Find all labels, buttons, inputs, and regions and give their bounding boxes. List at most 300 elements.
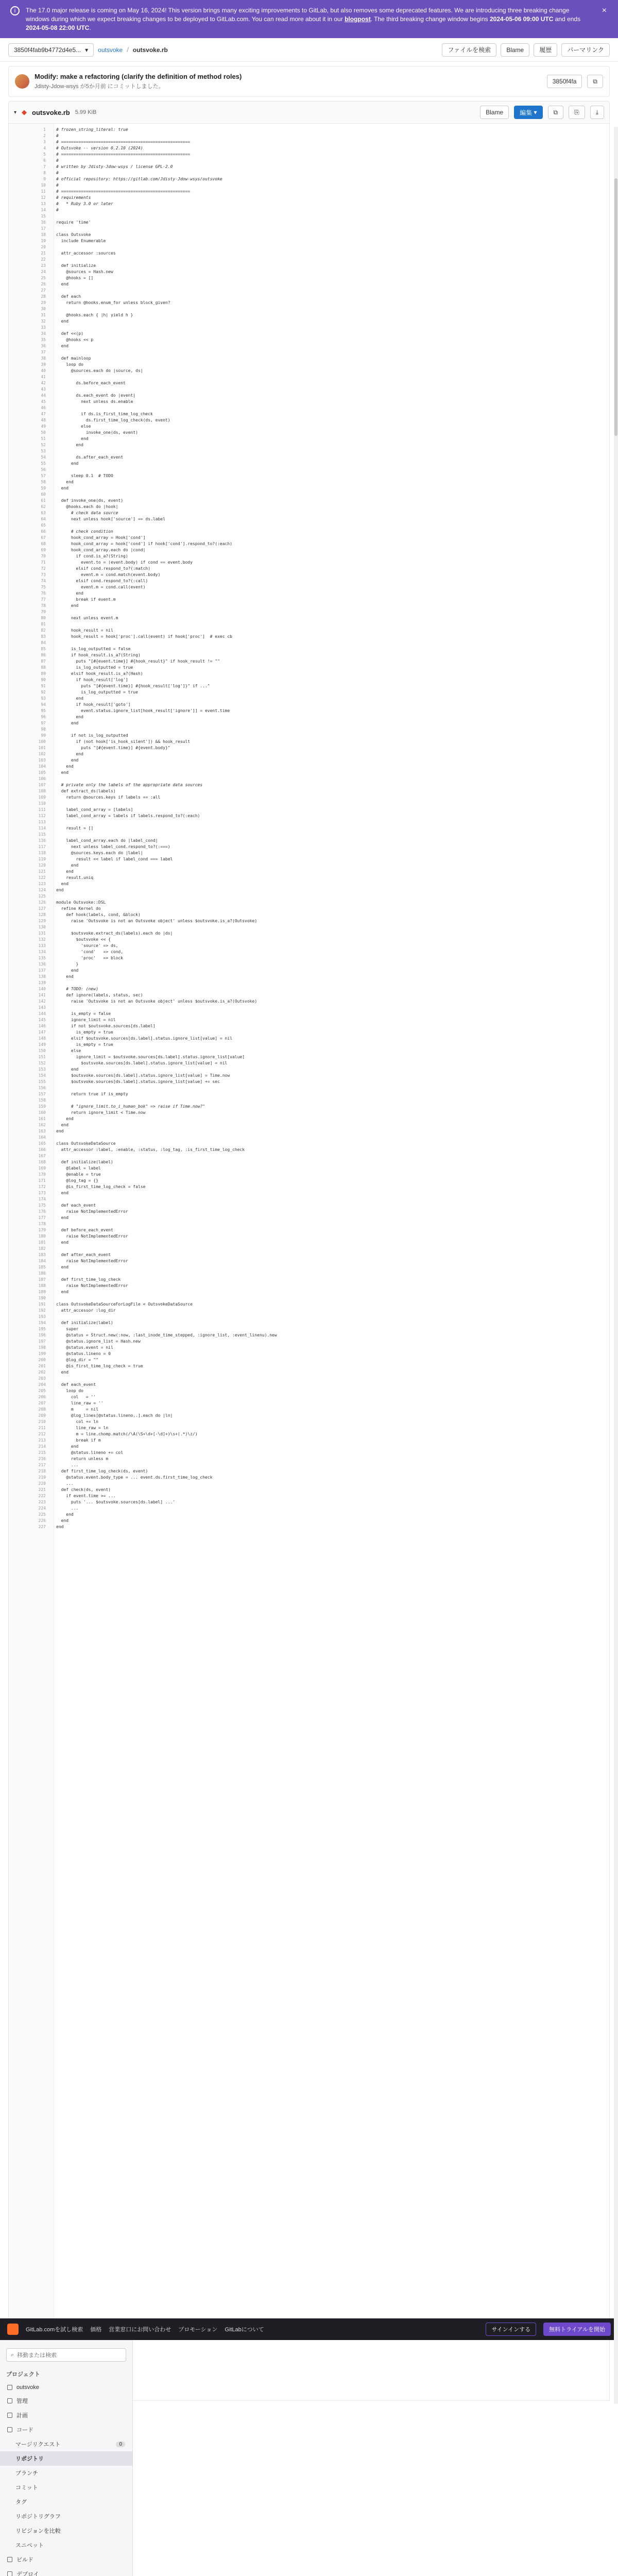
sign-in-button[interactable]: サインインする <box>486 2323 536 2336</box>
sidebar-item-manage[interactable] <box>0 2394 132 2408</box>
line-number[interactable]: 5 <box>43 152 46 157</box>
line-number[interactable]: 33 <box>41 325 46 330</box>
line-number[interactable]: 129 <box>38 919 46 923</box>
line-number[interactable]: 43 <box>41 387 46 392</box>
line-number[interactable]: 7 <box>43 164 46 169</box>
copy-contents-icon[interactable]: ⧉ <box>548 106 564 119</box>
line-number[interactable]: 140 <box>38 987 46 991</box>
line-number[interactable]: 152 <box>38 1061 46 1065</box>
code-line <box>9 887 609 893</box>
line-number[interactable]: 200 <box>38 1358 46 1362</box>
line-number[interactable]: 176 <box>38 1209 46 1214</box>
line-text: # <box>56 208 59 212</box>
line-number[interactable]: 74 <box>41 579 46 583</box>
line-number[interactable]: 60 <box>41 492 46 497</box>
line-number[interactable]: 125 <box>38 894 46 899</box>
line-number[interactable]: 156 <box>38 1086 46 1090</box>
banner-blog-link[interactable]: blogpost <box>345 15 371 23</box>
line-number[interactable]: 95 <box>41 708 46 713</box>
line-number[interactable]: 65 <box>41 523 46 528</box>
line-number[interactable]: 57 <box>41 473 46 478</box>
line-number[interactable]: 79 <box>41 609 46 614</box>
nav-link-contact[interactable]: 営業窓口にお問い合わせ <box>109 2327 171 2333</box>
code-line <box>9 461 609 467</box>
line-number[interactable]: 98 <box>41 727 46 732</box>
line-number[interactable]: 102 <box>38 752 46 756</box>
line-number[interactable]: 113 <box>38 820 46 824</box>
line-number[interactable]: 171 <box>38 1178 46 1183</box>
line-number[interactable]: 18 <box>41 232 46 237</box>
sidebar-subitem-compare[interactable] <box>0 2523 132 2538</box>
line-text: next unless label_cond.respond_to?(:===) <box>56 844 170 849</box>
line-number[interactable]: 120 <box>38 863 46 868</box>
line-number[interactable]: 12 <box>41 195 46 200</box>
line-number[interactable]: 144 <box>38 1011 46 1016</box>
line-number[interactable]: 132 <box>38 937 46 942</box>
line-number[interactable]: 24 <box>41 269 46 274</box>
line-number[interactable]: 223 <box>38 1500 46 1504</box>
line-number[interactable]: 50 <box>41 430 46 435</box>
line-number[interactable]: 101 <box>38 745 46 750</box>
nav-link-about[interactable]: GitLabについて <box>225 2327 264 2333</box>
line-number[interactable]: 134 <box>38 950 46 954</box>
code-line <box>9 794 609 801</box>
line-number[interactable]: 135 <box>38 956 46 960</box>
line-text <box>50 244 56 250</box>
line-number[interactable]: 96 <box>41 715 46 719</box>
line-number[interactable]: 40 <box>41 368 46 373</box>
line-number[interactable]: 77 <box>41 597 46 602</box>
line-number[interactable]: 69 <box>41 548 46 552</box>
line-number[interactable]: 66 <box>41 529 46 534</box>
line-number[interactable]: 16 <box>41 220 46 225</box>
line-number[interactable]: 199 <box>38 1351 46 1356</box>
line-number[interactable]: 106 <box>38 776 46 781</box>
line-number[interactable]: 159 <box>38 1104 46 1109</box>
line-number[interactable]: 86 <box>41 653 46 657</box>
sidebar-item-label: コード <box>16 2427 33 2433</box>
line-number[interactable]: 158 <box>38 1098 46 1103</box>
line-number[interactable]: 191 <box>38 1302 46 1307</box>
line-number[interactable]: 54 <box>41 455 46 460</box>
line-number[interactable]: 107 <box>38 783 46 787</box>
line-number[interactable]: 210 <box>38 1419 46 1424</box>
line-text: end <box>56 443 83 447</box>
permalink-button[interactable]: パーマリンク <box>561 43 610 57</box>
line-number[interactable]: 56 <box>41 467 46 472</box>
line-number[interactable]: 170 <box>38 1172 46 1177</box>
line-number[interactable]: 118 <box>38 851 46 855</box>
line-number[interactable]: 180 <box>38 1234 46 1239</box>
line-number[interactable]: 164 <box>38 1135 46 1140</box>
nav-link-promo[interactable]: プロモーション <box>178 2327 218 2333</box>
line-number[interactable]: 52 <box>41 443 46 447</box>
line-text: loop do <box>56 362 83 367</box>
line-number[interactable]: 181 <box>38 1240 46 1245</box>
line-number[interactable]: 37 <box>41 350 46 354</box>
line-number[interactable]: 3 <box>43 140 46 144</box>
line-number[interactable]: 182 <box>38 1246 46 1251</box>
line-number[interactable]: 143 <box>38 1005 46 1010</box>
line-number[interactable]: 76 <box>41 591 46 596</box>
line-number[interactable]: 215 <box>38 1450 46 1455</box>
code-line <box>9 232 609 238</box>
code-line <box>9 881 609 887</box>
sidebar-item-plan[interactable] <box>0 2408 132 2422</box>
line-number[interactable]: 195 <box>38 1327 46 1331</box>
line-number[interactable]: 64 <box>41 517 46 521</box>
line-number[interactable]: 155 <box>38 1079 46 1084</box>
line-number[interactable]: 51 <box>41 436 46 441</box>
gitlab-logo[interactable] <box>7 2324 19 2335</box>
line-text: def check(ds, event) <box>56 1487 111 1492</box>
line-number[interactable]: 130 <box>38 925 46 929</box>
line-number[interactable]: 175 <box>38 1203 46 1208</box>
line-number[interactable]: 141 <box>38 993 46 997</box>
line-number[interactable]: 187 <box>38 1277 46 1282</box>
line-number[interactable]: 150 <box>38 1048 46 1053</box>
line-number[interactable]: 131 <box>38 931 46 936</box>
open-raw-icon[interactable]: ⎘ <box>569 106 585 119</box>
line-number[interactable]: 169 <box>38 1166 46 1171</box>
line-number[interactable]: 146 <box>38 1024 46 1028</box>
line-number[interactable]: 28 <box>41 294 46 299</box>
line-number[interactable]: 222 <box>38 1494 46 1498</box>
line-number[interactable]: 139 <box>38 980 46 985</box>
line-number[interactable]: 149 <box>38 1042 46 1047</box>
line-number[interactable]: 93 <box>41 696 46 701</box>
line-number[interactable]: 188 <box>38 1283 46 1288</box>
sidebar-item-code[interactable] <box>0 2422 132 2437</box>
commit-title[interactable]: Modify: make a refactoring (clarify the definition of method roles) <box>35 73 242 80</box>
line-number[interactable]: 178 <box>38 1222 46 1226</box>
line-number[interactable]: 160 <box>38 1110 46 1115</box>
line-number[interactable]: 211 <box>38 1426 46 1430</box>
line-number[interactable]: 23 <box>41 263 46 268</box>
line-number[interactable]: 14 <box>41 208 46 212</box>
line-number[interactable]: 87 <box>41 659 46 664</box>
line-number[interactable]: 35 <box>41 337 46 342</box>
line-number[interactable]: 67 <box>41 535 46 540</box>
line-number[interactable]: 119 <box>38 857 46 861</box>
history-button[interactable]: 履歴 <box>534 43 557 57</box>
line-number[interactable]: 226 <box>38 1518 46 1523</box>
code-line <box>9 900 609 906</box>
line-number[interactable]: 174 <box>38 1197 46 1201</box>
line-number[interactable]: 147 <box>38 1030 46 1035</box>
nav-title[interactable]: GitLab.comを試し検索 <box>26 2327 83 2333</box>
chevron-down-icon[interactable]: ▾ <box>14 109 17 115</box>
line-number[interactable]: 48 <box>41 418 46 422</box>
line-number[interactable]: 71 <box>41 560 46 565</box>
line-number[interactable]: 11 <box>41 189 46 194</box>
line-number[interactable]: 83 <box>41 634 46 639</box>
line-number[interactable]: 202 <box>38 1370 46 1375</box>
line-number[interactable]: 22 <box>41 257 46 262</box>
line-number[interactable]: 161 <box>38 1116 46 1121</box>
line-number[interactable]: 2 <box>43 133 46 138</box>
line-number[interactable]: 114 <box>38 826 46 831</box>
free-trial-button[interactable]: 無料トライアルを開始 <box>543 2323 611 2336</box>
line-number[interactable]: 68 <box>41 541 46 546</box>
line-number[interactable]: 137 <box>38 968 46 973</box>
line-number[interactable]: 41 <box>41 375 46 379</box>
branch-selector[interactable] <box>8 43 94 57</box>
code-line <box>9 374 609 380</box>
line-number[interactable]: 124 <box>38 888 46 892</box>
sidebar-item-build[interactable] <box>0 2552 132 2567</box>
scrollbar[interactable] <box>614 127 618 2404</box>
line-number[interactable]: 138 <box>38 974 46 979</box>
line-number[interactable]: 88 <box>41 665 46 670</box>
line-number[interactable]: 20 <box>41 245 46 249</box>
line-number[interactable]: 46 <box>41 405 46 410</box>
line-number[interactable]: 220 <box>38 1481 46 1486</box>
line-number[interactable]: 29 <box>41 300 46 305</box>
line-number[interactable]: 26 <box>41 282 46 286</box>
line-number[interactable]: 13 <box>41 201 46 206</box>
line-number[interactable]: 133 <box>38 943 46 948</box>
line-number[interactable]: 205 <box>38 1388 46 1393</box>
line-number[interactable]: 136 <box>38 962 46 967</box>
line-number[interactable]: 89 <box>41 671 46 676</box>
scrollbar-thumb[interactable] <box>614 178 617 436</box>
line-number[interactable]: 27 <box>41 288 46 293</box>
line-number[interactable]: 117 <box>38 844 46 849</box>
line-number[interactable]: 184 <box>38 1259 46 1263</box>
line-number[interactable]: 145 <box>38 1018 46 1022</box>
line-number[interactable]: 194 <box>38 1320 46 1325</box>
line-number[interactable]: 109 <box>38 795 46 800</box>
line-number[interactable]: 224 <box>38 1506 46 1511</box>
sidebar-subitem-snippets[interactable] <box>0 2538 132 2552</box>
line-number[interactable]: 166 <box>38 1147 46 1152</box>
line-number[interactable]: 45 <box>41 399 46 404</box>
line-number[interactable]: 123 <box>38 882 46 886</box>
line-number[interactable]: 94 <box>41 702 46 707</box>
line-number[interactable]: 99 <box>41 733 46 738</box>
line-number[interactable]: 203 <box>38 1376 46 1381</box>
line-number[interactable]: 227 <box>38 1524 46 1529</box>
line-number[interactable]: 42 <box>41 381 46 385</box>
line-number[interactable]: 105 <box>38 770 46 775</box>
line-text: end <box>56 1265 69 1269</box>
line-number[interactable]: 36 <box>41 344 46 348</box>
line-number[interactable]: 103 <box>38 758 46 762</box>
line-number[interactable]: 112 <box>38 814 46 818</box>
line-number[interactable]: 62 <box>41 504 46 509</box>
line-number[interactable]: 186 <box>38 1271 46 1276</box>
line-number[interactable]: 39 <box>41 362 46 367</box>
line-text: $outsvoke.sources[ds.label].status.ignore_list[value] += sec <box>56 1079 220 1084</box>
code-line <box>9 1518 609 1524</box>
line-number[interactable]: 15 <box>41 214 46 218</box>
line-number[interactable]: 8 <box>43 171 46 175</box>
line-text: def initialize <box>56 263 96 268</box>
line-number[interactable]: 6 <box>43 158 46 163</box>
line-number[interactable]: 59 <box>41 486 46 490</box>
line-number[interactable]: 80 <box>41 616 46 620</box>
line-number[interactable]: 19 <box>41 239 46 243</box>
blame-button-2[interactable]: Blame <box>480 106 509 119</box>
line-text: result = [] <box>56 826 94 831</box>
line-number[interactable]: 192 <box>38 1308 46 1313</box>
line-number[interactable]: 204 <box>38 1382 46 1387</box>
line-number[interactable]: 104 <box>38 764 46 769</box>
line-number[interactable]: 32 <box>41 319 46 324</box>
line-number[interactable]: 92 <box>41 690 46 694</box>
line-number[interactable]: 9 <box>43 177 46 181</box>
line-number[interactable]: 168 <box>38 1160 46 1164</box>
line-number[interactable]: 31 <box>41 313 46 317</box>
line-number[interactable]: 193 <box>38 1314 46 1319</box>
line-text: ignore_limit = $outsvoke.sources[ds.label].status.ignore_list[value] <box>56 1055 245 1059</box>
line-number[interactable]: 217 <box>38 1463 46 1467</box>
line-number[interactable]: 70 <box>41 554 46 558</box>
close-icon[interactable]: × <box>602 6 607 15</box>
line-number[interactable]: 151 <box>38 1055 46 1059</box>
line-number[interactable]: 173 <box>38 1191 46 1195</box>
sidebar-item-deploy[interactable] <box>0 2567 132 2576</box>
line-number[interactable]: 196 <box>38 1333 46 1337</box>
line-number[interactable]: 116 <box>38 838 46 843</box>
code-line <box>9 257 609 263</box>
line-number[interactable]: 154 <box>38 1073 46 1078</box>
line-number[interactable]: 221 <box>38 1487 46 1492</box>
line-number[interactable]: 49 <box>41 424 46 429</box>
line-number[interactable]: 58 <box>41 480 46 484</box>
line-number[interactable]: 25 <box>41 276 46 280</box>
line-number[interactable]: 30 <box>41 307 46 311</box>
line-number[interactable]: 53 <box>41 449 46 453</box>
line-number[interactable]: 185 <box>38 1265 46 1269</box>
line-number[interactable]: 197 <box>38 1339 46 1344</box>
line-text: $outsvoke.extract_ds(labels).each do |ds| <box>56 931 173 936</box>
line-number[interactable]: 213 <box>38 1438 46 1443</box>
line-number[interactable]: 85 <box>41 647 46 651</box>
line-text: end <box>56 888 64 892</box>
line-number[interactable]: 55 <box>41 461 46 466</box>
line-number[interactable]: 97 <box>41 721 46 725</box>
line-text: refine Kernel do <box>56 906 101 911</box>
line-number[interactable]: 157 <box>38 1092 46 1096</box>
line-number[interactable]: 72 <box>41 566 46 571</box>
breadcrumb-project[interactable]: outsvoke <box>98 46 123 54</box>
line-number[interactable]: 47 <box>41 412 46 416</box>
line-number[interactable]: 165 <box>38 1141 46 1146</box>
line-text: return unless m <box>56 1456 109 1461</box>
line-number[interactable]: 201 <box>38 1364 46 1368</box>
sidebar-subitem-repository[interactable] <box>0 2451 132 2466</box>
line-number[interactable]: 38 <box>41 356 46 361</box>
line-number[interactable]: 75 <box>41 585 46 589</box>
line-number[interactable]: 111 <box>38 807 46 812</box>
line-number[interactable]: 82 <box>41 628 46 633</box>
code-line <box>9 992 609 998</box>
line-number[interactable]: 163 <box>38 1129 46 1133</box>
line-number[interactable]: 44 <box>41 393 46 398</box>
line-number[interactable]: 108 <box>38 789 46 793</box>
sidebar-subitem-merge-requests[interactable] <box>0 2437 132 2451</box>
line-number[interactable]: 214 <box>38 1444 46 1449</box>
line-number[interactable]: 128 <box>38 912 46 917</box>
line-number[interactable]: 153 <box>38 1067 46 1072</box>
line-number[interactable]: 78 <box>41 603 46 608</box>
line-number[interactable]: 1 <box>43 127 46 132</box>
line-number[interactable]: 110 <box>38 801 46 806</box>
line-number[interactable]: 216 <box>38 1456 46 1461</box>
line-number[interactable]: 63 <box>41 511 46 515</box>
line-number[interactable]: 81 <box>41 622 46 626</box>
line-number[interactable]: 90 <box>41 677 46 682</box>
line-number[interactable]: 84 <box>41 640 46 645</box>
sidebar-subitem-graph[interactable] <box>0 2509 132 2523</box>
line-number[interactable]: 21 <box>41 251 46 256</box>
copy-sha-button[interactable]: ⧉ <box>587 75 603 88</box>
line-number[interactable]: 209 <box>38 1413 46 1418</box>
line-number[interactable]: 142 <box>38 999 46 1004</box>
line-number[interactable]: 172 <box>38 1184 46 1189</box>
line-number[interactable]: 225 <box>38 1512 46 1517</box>
sidebar-subitem-tags[interactable] <box>0 2495 132 2509</box>
line-number[interactable]: 208 <box>38 1407 46 1412</box>
sidebar-subitem-commits[interactable] <box>0 2480 132 2495</box>
line-number[interactable]: 73 <box>41 572 46 577</box>
commit-sha-button[interactable]: 3850f4fa <box>547 75 582 88</box>
line-number[interactable]: 4 <box>43 146 46 150</box>
line-number[interactable]: 121 <box>38 869 46 874</box>
code-line <box>9 386 609 393</box>
edit-button[interactable]: 編集 ▾ <box>514 106 542 119</box>
line-number[interactable]: 34 <box>41 331 46 336</box>
line-number[interactable]: 183 <box>38 1252 46 1257</box>
line-number[interactable]: 189 <box>38 1290 46 1294</box>
find-file-button[interactable]: ファイルを検索 <box>442 43 496 57</box>
line-number[interactable]: 190 <box>38 1296 46 1300</box>
line-number[interactable]: 100 <box>38 739 46 744</box>
line-number[interactable]: 61 <box>41 498 46 503</box>
line-number[interactable]: 162 <box>38 1123 46 1127</box>
line-number[interactable]: 126 <box>38 900 46 905</box>
line-number[interactable]: 148 <box>38 1036 46 1041</box>
line-number[interactable]: 167 <box>38 1154 46 1158</box>
code-line <box>9 572 609 578</box>
line-number[interactable]: 212 <box>38 1432 46 1436</box>
line-number[interactable]: 179 <box>38 1228 46 1232</box>
code-line <box>9 739 609 745</box>
sidebar-subitem-branches[interactable] <box>0 2466 132 2480</box>
line-number[interactable]: 10 <box>41 183 46 188</box>
line-number[interactable]: 115 <box>38 832 46 837</box>
line-text: @is_first_time_log_check = false <box>56 1184 146 1189</box>
line-number[interactable]: 198 <box>38 1345 46 1350</box>
line-number[interactable]: 207 <box>38 1401 46 1405</box>
download-icon[interactable]: ⤓ <box>590 106 604 119</box>
sidebar-search[interactable] <box>6 2348 126 2362</box>
code-line <box>9 473 609 479</box>
sidebar-item-project[interactable] <box>0 2381 132 2394</box>
blame-button[interactable]: Blame <box>501 43 529 57</box>
line-number[interactable]: 17 <box>41 226 46 231</box>
nav-link-pricing[interactable]: 価格 <box>90 2327 102 2333</box>
line-number[interactable]: 218 <box>38 1469 46 1473</box>
line-number[interactable]: 122 <box>38 875 46 880</box>
line-number[interactable]: 206 <box>38 1395 46 1399</box>
line-number[interactable]: 219 <box>38 1475 46 1480</box>
line-number[interactable]: 127 <box>38 906 46 911</box>
line-number[interactable]: 91 <box>41 684 46 688</box>
line-number[interactable]: 177 <box>38 1215 46 1220</box>
